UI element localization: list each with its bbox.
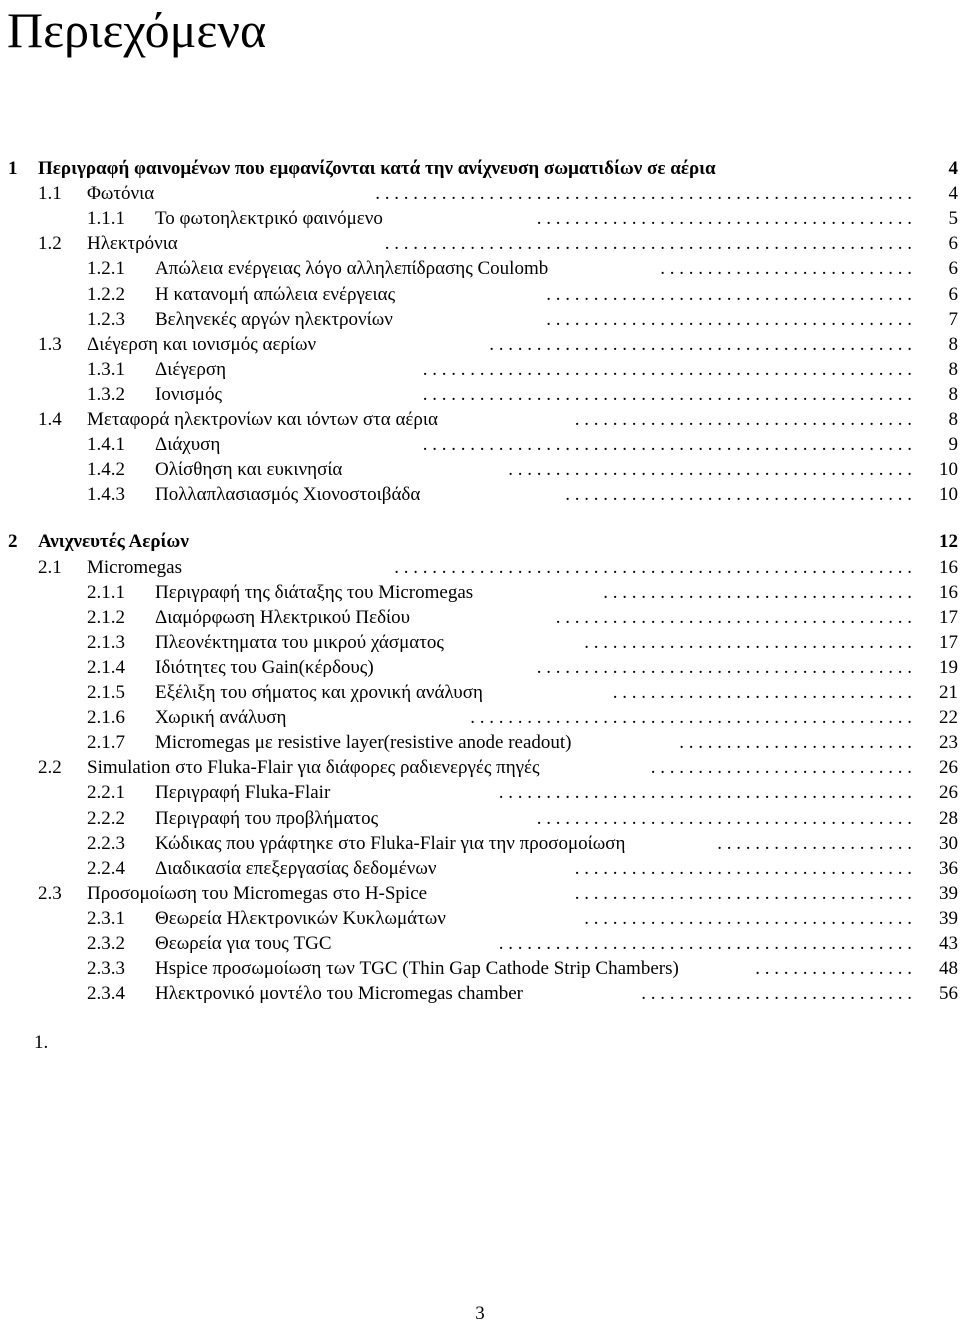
toc-leader-dots: . . . . . . . . . . . . . . . . . . . . . . . . . . . . . . . . . . . . . . . . — [536, 208, 912, 229]
toc-entry[interactable] — [0, 555, 960, 580]
toc-leader-dots: . . . . . . . . . . . . . . . . . . . . . . . . . . . . — [650, 757, 912, 778]
toc-entry-number: 1.3.2 — [87, 384, 125, 405]
toc-chapter[interactable] — [0, 529, 960, 554]
toc-entry-title[interactable]: Ανιχνευτές Αερίων — [38, 531, 189, 552]
toc-entry[interactable] — [0, 580, 960, 605]
toc-entry[interactable] — [0, 206, 960, 231]
toc-leader-dots: . . . . . . . . . . . . . . . . . — [755, 958, 912, 979]
toc-leader-dots: . . . . . . . . . . . . . . . . . . . . . . . . . . . . . . . . . . . . . . . . . . . . . . . . . . . . — [422, 384, 912, 405]
toc-entry-number: 2.2.1 — [87, 782, 125, 803]
toc-entry-title[interactable]: Διέγερση και ιονισμός αερίων — [87, 334, 317, 355]
toc-entry-page: 5 — [948, 208, 958, 229]
toc-entry-number: 1.3 — [38, 334, 62, 355]
toc-entry-title[interactable]: Περιγραφή Fluka-Flair — [155, 782, 331, 803]
toc-entry[interactable] — [0, 605, 960, 630]
toc-leader-dots: . . . . . . . . . . . . . . . . . . . . . — [717, 833, 912, 854]
toc-leader-dots: . . . . . . . . . . . . . . . . . . . . . . . . . . . . . . . . . . . . . . . . . . . . . . . . . . . . . . . . . — [375, 183, 912, 204]
toc-entry-number: 2.1.5 — [87, 682, 125, 703]
toc-entry-number: 1.4.1 — [87, 434, 125, 455]
toc-entry[interactable] — [0, 981, 960, 1006]
toc-entry-number: 2.1.3 — [87, 632, 125, 653]
toc-entry[interactable] — [0, 256, 960, 281]
toc-leader-dots: . . . . . . . . . . . . . . . . . . . . . . . . . . . . . . . . . . . . . . . . . . . . . . . . . . . . . . . — [394, 557, 912, 578]
toc-leader-dots: . . . . . . . . . . . . . . . . . . . . . . . . . . . . . — [641, 983, 912, 1004]
toc-leader-dots: . . . . . . . . . . . . . . . . . . . . . . . . . . . . . . . . . . . . . . . . . . . . . . . . . . . . — [422, 434, 912, 455]
toc-entry-number: 2.1.4 — [87, 657, 125, 678]
toc-entry-title[interactable]: Θεωρεία Ηλεκτρονικών Κυκλωμάτων — [155, 908, 446, 929]
toc-entry-number: 2.2.4 — [87, 858, 125, 879]
toc-entry-number: 2.3.2 — [87, 933, 125, 954]
toc-entry-page: 12 — [939, 531, 958, 552]
toc-entry-number: 1.3.1 — [87, 359, 125, 380]
toc-entry-page: 6 — [948, 258, 958, 279]
toc-entry-number: 2.2.3 — [87, 833, 125, 854]
toc-entry[interactable] — [0, 630, 960, 655]
toc-entry-title[interactable]: Διέγερση — [155, 359, 227, 380]
toc-entry-page: 4 — [948, 158, 958, 179]
toc-entry-number: 1.2.3 — [87, 309, 125, 330]
toc-entry-page: 17 — [939, 632, 958, 653]
toc-entry[interactable] — [0, 931, 960, 956]
toc-entry-page: 4 — [948, 183, 958, 204]
toc-entry-number: 2.3.3 — [87, 958, 125, 979]
toc-entry[interactable] — [0, 956, 960, 981]
toc-entry[interactable] — [0, 432, 960, 457]
toc-entry-number: 1.2 — [38, 233, 62, 254]
toc-chapter[interactable] — [0, 156, 960, 181]
toc-entry-title[interactable]: Χωρική ανάλυση — [155, 707, 287, 728]
toc-entry[interactable] — [0, 780, 960, 805]
toc-entry[interactable] — [0, 382, 960, 407]
toc-entry-page: 8 — [948, 359, 958, 380]
toc-entry[interactable] — [0, 332, 960, 357]
toc-entry[interactable] — [0, 705, 960, 730]
toc-entry-number: 2.3.4 — [87, 983, 125, 1004]
toc-entry-page: 9 — [948, 434, 958, 455]
toc-entry-number: 2.2 — [38, 757, 62, 778]
toc-entry[interactable] — [0, 881, 960, 906]
toc-entry-title[interactable]: Διάχυση — [155, 434, 221, 455]
toc-entry-page: 28 — [939, 808, 958, 829]
toc-entry[interactable] — [0, 181, 960, 206]
toc-entry-page: 8 — [948, 384, 958, 405]
toc-leader-dots: . . . . . . . . . . . . . . . . . . . . . . . . . . . . . . . . . . . . . . . — [546, 284, 912, 305]
toc-leader-dots: . . . . . . . . . . . . . . . . . . . . . . . . . . . . . . . . . . . — [584, 632, 912, 653]
toc-entry-page: 16 — [939, 557, 958, 578]
toc-entry-title[interactable]: Micromegas με resistive layer(resistive anode readout) — [155, 732, 572, 753]
toc-entry-page: 48 — [939, 958, 958, 979]
toc-entry[interactable] — [0, 856, 960, 881]
toc-entry[interactable] — [0, 482, 960, 507]
toc-entry-page: 26 — [939, 757, 958, 778]
toc-entry-page: 17 — [939, 607, 958, 628]
toc-entry-title[interactable]: Διαδικασία επεξεργασίας δεδομένων — [155, 858, 437, 879]
toc-leader-dots: . . . . . . . . . . . . . . . . . . . . . . . . . . . . . . . . . . . . . . . . — [536, 808, 912, 829]
toc-leader-dots: . . . . . . . . . . . . . . . . . . . . . . . . . . . . . . . . . . . . . . . . — [536, 657, 912, 678]
toc-entry[interactable] — [0, 906, 960, 931]
toc-entry-title[interactable]: Φωτόνια — [87, 183, 155, 204]
toc-leader-dots: . . . . . . . . . . . . . . . . . . . . . . . . . . . . . . . . . . . . . . . . . . . . . — [489, 334, 912, 355]
toc-entry-title[interactable]: Περιγραφή φαινομένων που εμφανίζονται κατά την ανίχνευση σωματιδίων σε αέρια — [38, 158, 716, 179]
toc-entry-number: 2.1 — [38, 557, 62, 578]
toc-entry[interactable] — [0, 231, 960, 256]
toc-entry-page: 36 — [939, 858, 958, 879]
toc-entry[interactable] — [0, 755, 960, 780]
toc-entry-title[interactable]: Hspice προσωμοίωση των TGC (Thin Gap Cathode Strip Chambers) — [155, 958, 679, 979]
toc-entry-page: 26 — [939, 782, 958, 803]
toc-entry-title[interactable]: Εξέλιξη του σήματος και χρονική ανάλυση — [155, 682, 483, 703]
toc-entry[interactable] — [0, 730, 960, 755]
toc-entry-title[interactable]: Προσομοίωση του Micromegas στο H-Spice — [87, 883, 428, 904]
toc-entry-page: 22 — [939, 707, 958, 728]
toc-entry-number: 1.1.1 — [87, 208, 125, 229]
toc-leader-dots: . . . . . . . . . . . . . . . . . . . . . . . . . . . . . . . . . . . . — [574, 409, 912, 430]
toc-entry-page: 16 — [939, 582, 958, 603]
toc-entry[interactable] — [0, 831, 960, 856]
toc-entry-number: 2.2.2 — [87, 808, 125, 829]
toc-leader-dots: . . . . . . . . . . . . . . . . . . . . . . . . . . . . . . . . . . . . . . . — [546, 309, 912, 330]
toc-entry-page: 6 — [948, 284, 958, 305]
toc-entry-title[interactable]: Ιονισμός — [155, 384, 222, 405]
toc-leader-dots: . . . . . . . . . . . . . . . . . . . . . . . . . . . . . . . . . . . . . — [565, 484, 912, 505]
toc-entry-page: 56 — [939, 983, 958, 1004]
toc-entry-number: 2.3 — [38, 883, 62, 904]
toc-leader-dots: . . . . . . . . . . . . . . . . . . . . . . . . . . . . . . . . . . . . . . . . . . . . . . . . . . . . . . . . — [384, 233, 912, 254]
toc-entry-number: 2 — [8, 531, 18, 552]
toc-entry-page: 6 — [948, 233, 958, 254]
toc-entry-page: 43 — [939, 933, 958, 954]
toc-entry-number: 2.3.1 — [87, 908, 125, 929]
toc-leader-dots: . . . . . . . . . . . . . . . . . . . . . . . . . . . . . . . . . . . — [584, 908, 912, 929]
toc-entry-title[interactable]: Περιγραφή του προβλήματος — [155, 808, 379, 829]
toc-entry[interactable] — [0, 407, 960, 432]
toc-entry-page: 39 — [939, 908, 958, 929]
toc-entry[interactable] — [0, 655, 960, 680]
toc-entry-page: 19 — [939, 657, 958, 678]
toc-entry-page: 7 — [948, 309, 958, 330]
toc-entry-number: 2.1.6 — [87, 707, 125, 728]
toc-entry-title[interactable]: Ηλεκτρόνια — [87, 233, 178, 254]
toc-entry-page: 39 — [939, 883, 958, 904]
toc-entry-title[interactable]: Πλεονέκτηματα του μικρού χάσματος — [155, 632, 444, 653]
toc-leader-dots: . . . . . . . . . . . . . . . . . . . . . . . . . . . — [660, 258, 912, 279]
toc-leader-dots: . . . . . . . . . . . . . . . . . . . . . . . . . . . . . . . . . . . . . . . . . . . . — [498, 933, 912, 954]
toc-entry-title[interactable]: Περιγραφή της διάταξης του Micromegas — [155, 582, 474, 603]
toc-leader-dots: . . . . . . . . . . . . . . . . . . . . . . . . . . . . . . . . — [612, 682, 912, 703]
toc-entry-page: 23 — [939, 732, 958, 753]
toc-entry-number: 2.1.1 — [87, 582, 125, 603]
toc-entry-number: 2.1.7 — [87, 732, 125, 753]
toc-entry-title[interactable]: Η κατανομή απώλεια ενέργειας — [155, 284, 396, 305]
toc-leader-dots: . . . . . . . . . . . . . . . . . . . . . . . . . — [679, 732, 912, 753]
toc-entry[interactable] — [0, 282, 960, 307]
toc-entry-title[interactable]: Simulation στο Fluka-Flair για διάφορες ραδιενεργές πηγές — [87, 757, 540, 778]
page-title: Περιεχόμενα — [7, 2, 267, 58]
toc-leader-dots: . . . . . . . . . . . . . . . . . . . . . . . . . . . . . . . . . . . . . . . . . . . . . . . . . . . . — [422, 359, 912, 380]
toc-entry-number: 1.2.1 — [87, 258, 125, 279]
toc-entry-title[interactable]: Κώδικας που γράφτηκε στο Fluka-Flair για την προσομοίωση — [155, 833, 626, 854]
footnote-marker: 1. — [34, 1032, 49, 1053]
toc-leader-dots: . . . . . . . . . . . . . . . . . . . . . . . . . . . . . . . . . — [603, 582, 912, 603]
toc-entry-title[interactable]: Ολίσθηση και ευκινησία — [155, 459, 343, 480]
toc-entry-number: 1.4.2 — [87, 459, 125, 480]
toc-leader-dots: . . . . . . . . . . . . . . . . . . . . . . . . . . . . . . . . . . . . . . . . . . . — [508, 459, 912, 480]
toc-leader-dots: . . . . . . . . . . . . . . . . . . . . . . . . . . . . . . . . . . . . — [574, 883, 912, 904]
toc-entry-number: 1 — [8, 158, 18, 179]
toc-entry-title[interactable]: Απώλεια ενέργειας λόγο αλληλεπίδρασης Coulomb — [155, 258, 549, 279]
toc-leader-dots: . . . . . . . . . . . . . . . . . . . . . . . . . . . . . . . . . . . . — [574, 858, 912, 879]
toc-leader-dots: . . . . . . . . . . . . . . . . . . . . . . . . . . . . . . . . . . . . . . . . . . . . — [498, 782, 912, 803]
toc-entry-title[interactable]: Το φωτοηλεκτρικό φαινόμενο — [155, 208, 383, 229]
toc-entry-page: 10 — [939, 459, 958, 480]
toc-entry-page: 8 — [948, 334, 958, 355]
toc-entry-title[interactable]: Micromegas — [87, 557, 182, 578]
toc-entry-title[interactable]: Διαμόρφωση Ηλεκτρικού Πεδίου — [155, 607, 411, 628]
toc-entry-title[interactable]: Ηλεκτρονικό μοντέλο του Micromegas chamber — [155, 983, 523, 1004]
toc-entry-title[interactable]: Ιδιότητες του Gain(κέρδους) — [155, 657, 374, 678]
toc-entry[interactable] — [0, 806, 960, 831]
page-number: 3 — [475, 1303, 485, 1324]
toc-entry-page: 21 — [939, 682, 958, 703]
toc-entry-number: 1.4.3 — [87, 484, 125, 505]
toc-entry-number: 1.4 — [38, 409, 62, 430]
toc-entry-title[interactable]: Πολλαπλασιασμός Χιονοστοιβάδα — [155, 484, 421, 505]
toc-entry-title[interactable]: Μεταφορά ηλεκτρονίων και ιόντων στα αέρια — [87, 409, 438, 430]
toc-entry-number: 1.2.2 — [87, 284, 125, 305]
toc-entry[interactable] — [0, 680, 960, 705]
toc-entry[interactable] — [0, 357, 960, 382]
toc-leader-dots: . . . . . . . . . . . . . . . . . . . . . . . . . . . . . . . . . . . . . . . . . . . . . . . — [470, 707, 912, 728]
toc-entry[interactable] — [0, 457, 960, 482]
toc-entry-page: 10 — [939, 484, 958, 505]
toc-entry-title[interactable]: Θεωρεία για τους TGC — [155, 933, 332, 954]
toc-entry[interactable] — [0, 307, 960, 332]
toc-entry-page: 8 — [948, 409, 958, 430]
toc-entry-page: 30 — [939, 833, 958, 854]
toc-entry-number: 1.1 — [38, 183, 62, 204]
toc-entry-title[interactable]: Βεληνεκές αργών ηλεκτρονίων — [155, 309, 393, 330]
toc-leader-dots: . . . . . . . . . . . . . . . . . . . . . . . . . . . . . . . . . . . . . . — [555, 607, 912, 628]
toc-entry-number: 2.1.2 — [87, 607, 125, 628]
